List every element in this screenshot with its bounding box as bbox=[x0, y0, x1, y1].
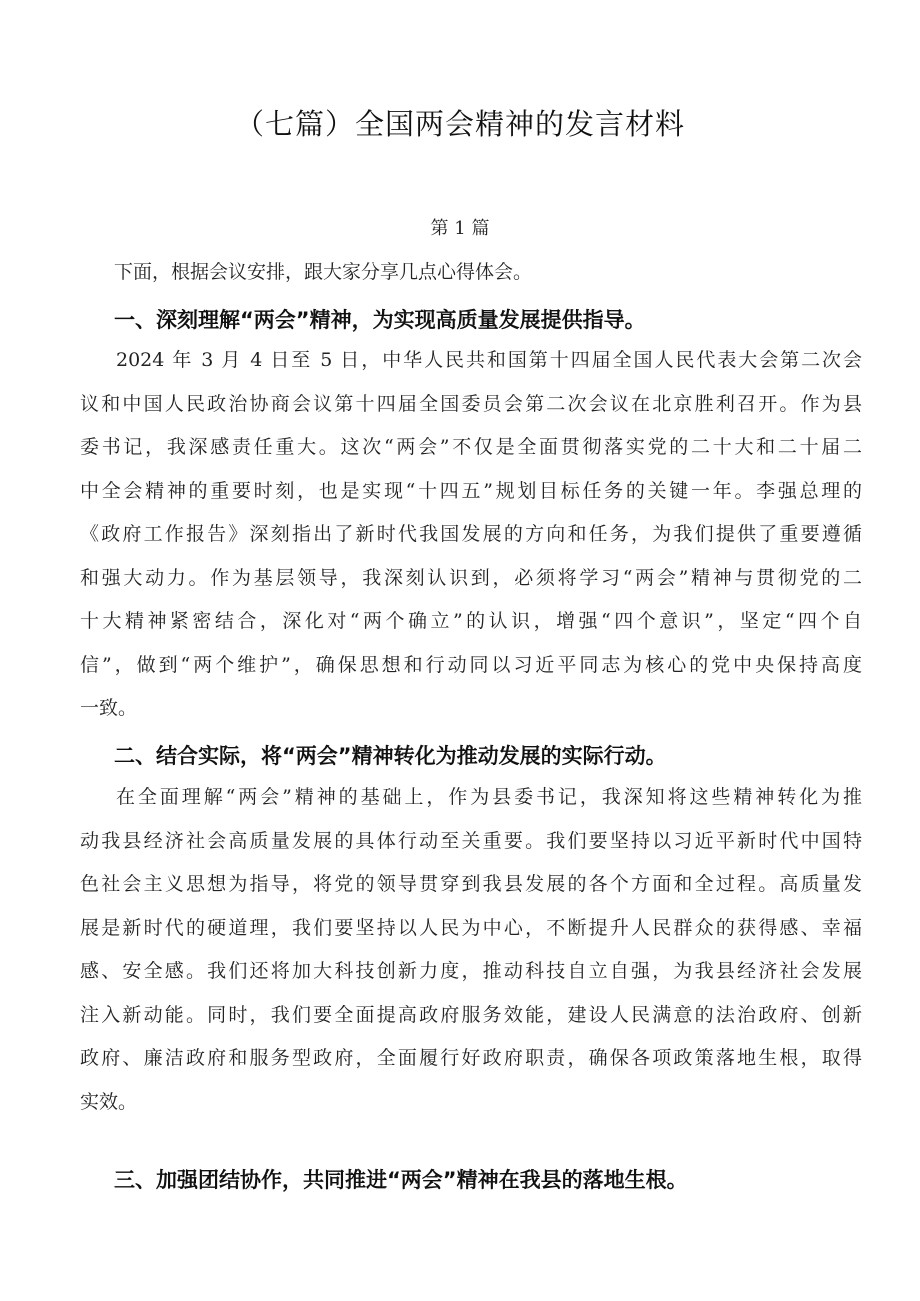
document-title: （七篇）全国两会精神的发言材料 bbox=[234, 107, 685, 141]
paragraph-1-line: 中全会精神的重要时刻，也是实现“十四五”规划目标任务的关键一年。李强总理的 bbox=[80, 479, 862, 502]
paragraph-1-line: 一致。 bbox=[80, 697, 138, 719]
heading-2: 二、结合实际，将“两会”精神转化为推动发展的实际行动。 bbox=[114, 744, 667, 768]
paragraph-2-line: 注入新动能。同时，我们要全面提高政府服务效能，建设人民满意的法治政府、创新 bbox=[80, 1003, 862, 1026]
paragraph-2-line: 政府、廉洁政府和服务型政府，全面履行好政府职责，确保各项政策落地生根，取得 bbox=[80, 1047, 862, 1069]
section-label: 第 1 篇 bbox=[430, 218, 490, 239]
paragraph-1-line: 信”，做到“两个维护”，确保思想和行动同以习近平同志为核心的党中央保持高度 bbox=[80, 653, 862, 676]
paragraph-1-line: 十大精神紧密结合，深化对“两个确立”的认识，增强“四个意识”，坚定“四个自 bbox=[80, 610, 862, 632]
paragraph-2-line: 感、安全感。我们还将加大科技创新力度，推动科技自立自强，为我县经济社会发展 bbox=[80, 960, 862, 982]
paragraph-2 bbox=[80, 776, 862, 1124]
intro-text: 下面，根据会议安排，跟大家分享几点心得体会。 bbox=[114, 261, 533, 283]
heading-3: 三、加强团结协作，共同推进“两会”精神在我县的落地生根。 bbox=[114, 1168, 688, 1192]
paragraph-2-line: 动我县经济社会高质量发展的具体行动至关重要。我们要坚持以习近平新时代中国特 bbox=[80, 829, 862, 852]
paragraph-1-line: 和强大动力。作为基层领导，我深刻认识到，必须将学习“两会”精神与贯彻党的二 bbox=[80, 566, 862, 589]
paragraph-2-line: 实效。 bbox=[80, 1090, 138, 1113]
paragraph-2-line: 展是新时代的硬道理，我们要坚持以人民为中心，不断提升人民群众的获得感、幸福 bbox=[80, 916, 862, 939]
paragraph-1-line: 委书记，我深感责任重大。这次“两会”不仅是全面贯彻落实党的二十大和二十届二 bbox=[80, 436, 862, 458]
paragraph-1-line: 2024 年 3 月 4 日至 5 日，中华人民共和国第十四届全国人民代表大会第二次会 bbox=[116, 349, 862, 371]
paragraph-1 bbox=[80, 339, 862, 731]
paragraph-1-line: 议和中国人民政治协商会议第十四届全国委员会第二次会议在北京胜利召开。作为县 bbox=[80, 392, 862, 415]
paragraph-1-line: 《政府工作报告》深刻指出了新时代我国发展的方向和任务，为我们提供了重要遵循 bbox=[80, 523, 862, 545]
paragraph-2-line: 色社会主义思想为指导，将党的领导贯穿到我县发展的各个方面和全过程。高质量发 bbox=[80, 873, 862, 895]
paragraph-2-line: 在全面理解“两会”精神的基础上，作为县委书记，我深知将这些精神转化为推 bbox=[116, 786, 862, 808]
heading-1: 一、深刻理解“两会”精神，为实现高质量发展提供指导。 bbox=[114, 308, 646, 332]
